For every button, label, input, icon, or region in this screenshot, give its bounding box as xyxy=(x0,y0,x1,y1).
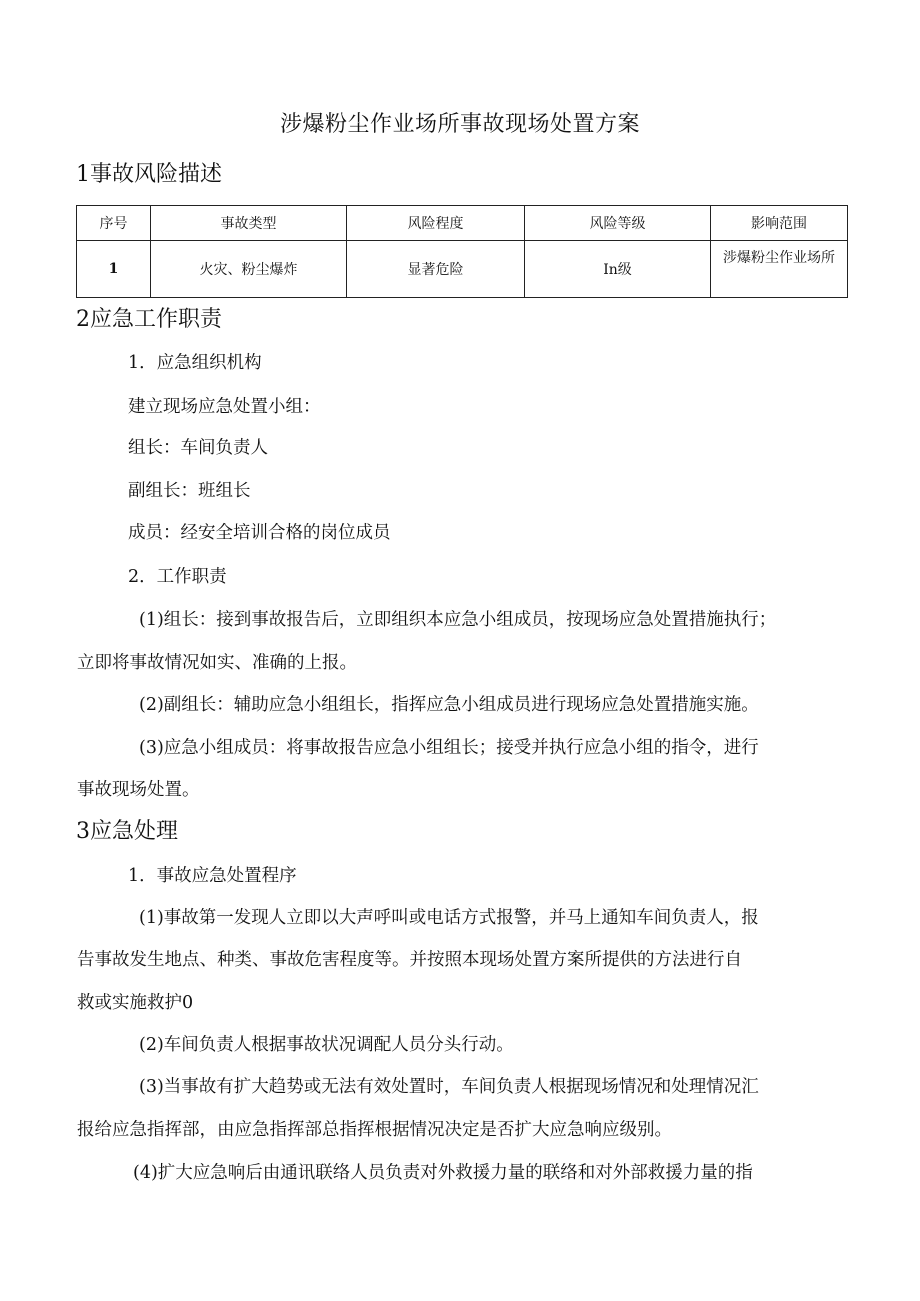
step-4-line-1: (4)扩大应急响后由通讯联络人员负责对外救援力量的联络和对外部救援力量的指 xyxy=(133,1163,753,1183)
subheading-work-duties: 2．工作职责 xyxy=(128,567,227,587)
duty-deputy-line-1: (2)副组长：辅助应急小组组长，指挥应急小组成员进行现场应急处置措施实施。 xyxy=(139,695,759,715)
duty-leader-line-1: (1)组长：接到事故报告后，立即组织本应急小组成员，按现场应急处置措施执行； xyxy=(139,610,777,630)
duty-members-line-2: 事故现场处置。 xyxy=(77,780,200,800)
duty-members-line-1: (3)应急小组成员：将事故报告应急小组组长；接受并执行应急小组的指令，进行 xyxy=(139,738,759,758)
members-text: 成员：经安全培训合格的岗位成员 xyxy=(128,523,391,543)
leader-text: 组长：车间负责人 xyxy=(128,438,268,458)
header-index: 序号 xyxy=(77,206,151,241)
step-1-line-2: 告事故发生地点、种类、事故危害程度等。并按照本现场处置方案所提供的方法进行自 xyxy=(77,950,742,970)
duty-leader-line-2: 立即将事故情况如实、准确的上报。 xyxy=(77,653,357,673)
cell-index: 1 xyxy=(77,241,151,298)
step-3-line-2: 报给应急指挥部，由应急指挥部总指挥根据情况决定是否扩大应急响应级别。 xyxy=(77,1120,672,1140)
step-1-line-3: 救或实施救护0 xyxy=(77,993,194,1013)
step-3-line-1: (3)当事故有扩大趋势或无法有效处置时，车间负责人根据现场情况和处理情况汇 xyxy=(139,1077,759,1097)
deputy-text: 副组长：班组长 xyxy=(128,481,251,501)
header-risk-level: 风险等级 xyxy=(525,206,711,241)
step-2-line-1: (2)车间负责人根据事故状况调配人员分头行动。 xyxy=(139,1035,514,1055)
subheading-response-procedure: 1．事故应急处置程序 xyxy=(128,866,297,886)
section-heading-emergency-handling: 3应急处理 xyxy=(76,819,178,844)
cell-accident-type: 火灾、粉尘爆炸 xyxy=(151,241,347,298)
document-title: 涉爆粉尘作业场所事故现场处置方案 xyxy=(279,112,640,137)
cell-risk-degree: 显著危险 xyxy=(347,241,525,298)
risk-table xyxy=(76,205,848,298)
header-accident-type: 事故类型 xyxy=(151,206,347,241)
section-heading-emergency-duties: 2应急工作职责 xyxy=(76,307,222,332)
org-intro-text: 建立现场应急处置小组： xyxy=(128,397,321,417)
table-row xyxy=(77,241,848,298)
cell-risk-level: In级 xyxy=(525,241,711,298)
section-heading-risk-description: 1事故风险描述 xyxy=(76,162,222,187)
step-1-line-1: (1)事故第一发现人立即以大声呼叫或电话方式报警，并马上通知车间负责人，报 xyxy=(139,908,759,928)
header-risk-degree: 风险程度 xyxy=(347,206,525,241)
subheading-emergency-organization: 1．应急组织机构 xyxy=(128,353,262,373)
header-impact-scope: 影响范围 xyxy=(711,206,848,241)
table-header-row xyxy=(77,206,848,241)
cell-impact-scope: 涉爆粉尘作业场所 xyxy=(711,241,848,298)
